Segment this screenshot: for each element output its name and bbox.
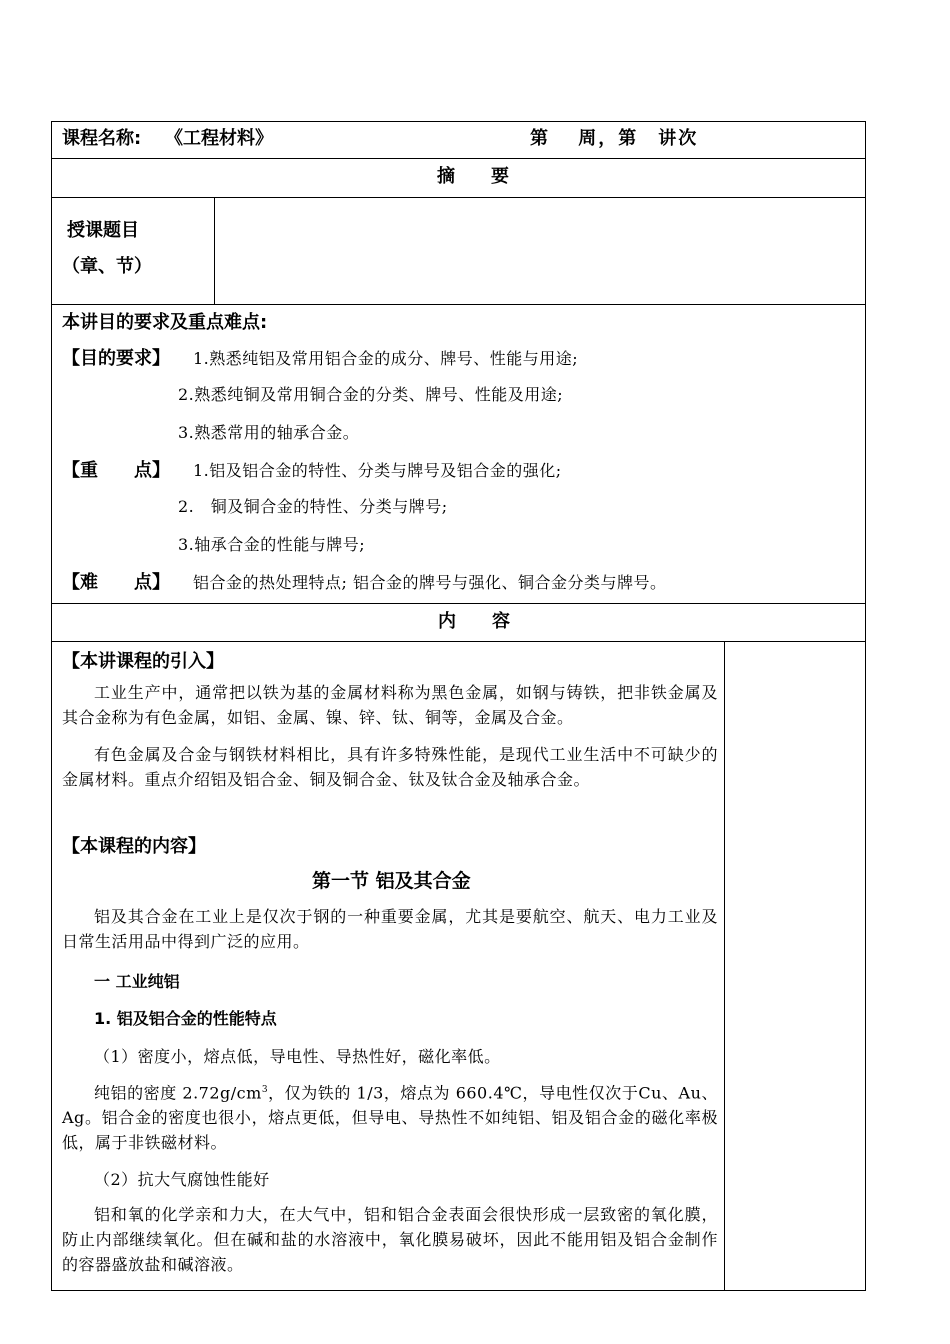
density-text-b: ，仅为铁的 1/3，熔点为 660.4℃，导电性仅次于Cu、Au、Ag。铝合金的密度也很小，熔点更低，但导电、导热性不如纯铝、铝及铝合金的磁化率极低，属于非铁磁材料。	[62, 1083, 718, 1153]
section-paragraph: 铝及其合金在工业上是仅次于钢的一种重要金属，尤其是要航空、航天、电力工业及日常生活用品中得到广泛的应用。	[62, 907, 718, 951]
column-divider	[214, 197, 215, 304]
density-paragraph	[62, 1078, 718, 1155]
key-item: 3.轴承合金的性能与牌号;	[178, 535, 366, 554]
purpose-label: 【目的要求】	[62, 348, 170, 369]
property-item: （2）抗大气腐蚀性能好	[94, 1170, 270, 1189]
row-divider	[52, 603, 865, 604]
row-divider	[52, 304, 865, 305]
key-item: 2. 铜及铜合金的特性、分类与牌号;	[178, 497, 448, 516]
subsection-heading: 1. 铝及铝合金的性能特点	[94, 1009, 277, 1028]
property-item: （1）密度小，熔点低，导电性、导热性好，磁化率低。	[94, 1047, 501, 1066]
key-item: 1.铝及铝合金的特性、分类与牌号及铝合金的强化;	[193, 461, 562, 480]
week-lecture: 第 周，第 讲次	[530, 128, 699, 149]
difficult-label: 【难 点】	[62, 572, 170, 593]
purpose-item: 3.熟悉常用的轴承合金。	[178, 423, 360, 442]
row-divider	[52, 641, 865, 642]
purpose-item: 2.熟悉纯铜及常用铜合金的分类、牌号、性能及用途;	[178, 385, 564, 404]
objectives-heading: 本讲目的要求及重点难点:	[62, 312, 268, 333]
topic-label-line1: 授课题目	[67, 220, 139, 241]
section-title: 第一节 铝及其合金	[312, 870, 471, 892]
oxide-paragraph: 铝和氧的化学亲和力大，在大气中，铝和铝合金表面会很快形成一层致密的氧化膜，防止内部继续氧化。但在碱和盐的水溶液中，氧化膜易破坏，因此不能用铝及铝合金制作的容器盛放盐和碱溶液。	[62, 1205, 718, 1274]
row-divider	[52, 197, 865, 198]
content-title: 内 容	[438, 611, 510, 632]
intro-paragraph: 有色金属及合金与钢铁材料相比，具有许多特殊性能，是现代工业生活中不可缺少的金属材料。重点介绍铝及铝合金、铜及铜合金、钛及钛合金及轴承合金。	[62, 745, 718, 789]
course-name: 《工程材料》	[165, 128, 273, 149]
density-superscript: 3	[261, 1085, 269, 1095]
density-text-a: 纯铝的密度 2.72g/cm	[94, 1083, 262, 1103]
course-label: 课程名称:	[62, 128, 142, 149]
topic-label-line2: （章、节）	[62, 256, 152, 277]
intro-heading: 【本讲课程的引入】	[62, 651, 224, 672]
key-label: 【重 点】	[62, 460, 170, 481]
subsection-heading: 一 工业纯铝	[94, 972, 180, 991]
summary-title: 摘 要	[437, 166, 509, 187]
notes-column-divider	[724, 641, 725, 1291]
purpose-item: 1.熟悉纯铝及常用铝合金的成分、牌号、性能与用途;	[193, 349, 579, 368]
intro-paragraph: 工业生产中，通常把以铁为基的金属材料称为黑色金属，如钢与铸铁，把非铁金属及其合金称为有色金属，如铝、金属、镍、锌、钛、铜等，金属及合金。	[62, 683, 718, 727]
difficult-text: 铝合金的热处理特点; 铝合金的牌号与强化、铜合金分类与牌号。	[193, 573, 667, 592]
row-divider	[52, 158, 865, 159]
course-content-heading: 【本课程的内容】	[62, 836, 206, 857]
